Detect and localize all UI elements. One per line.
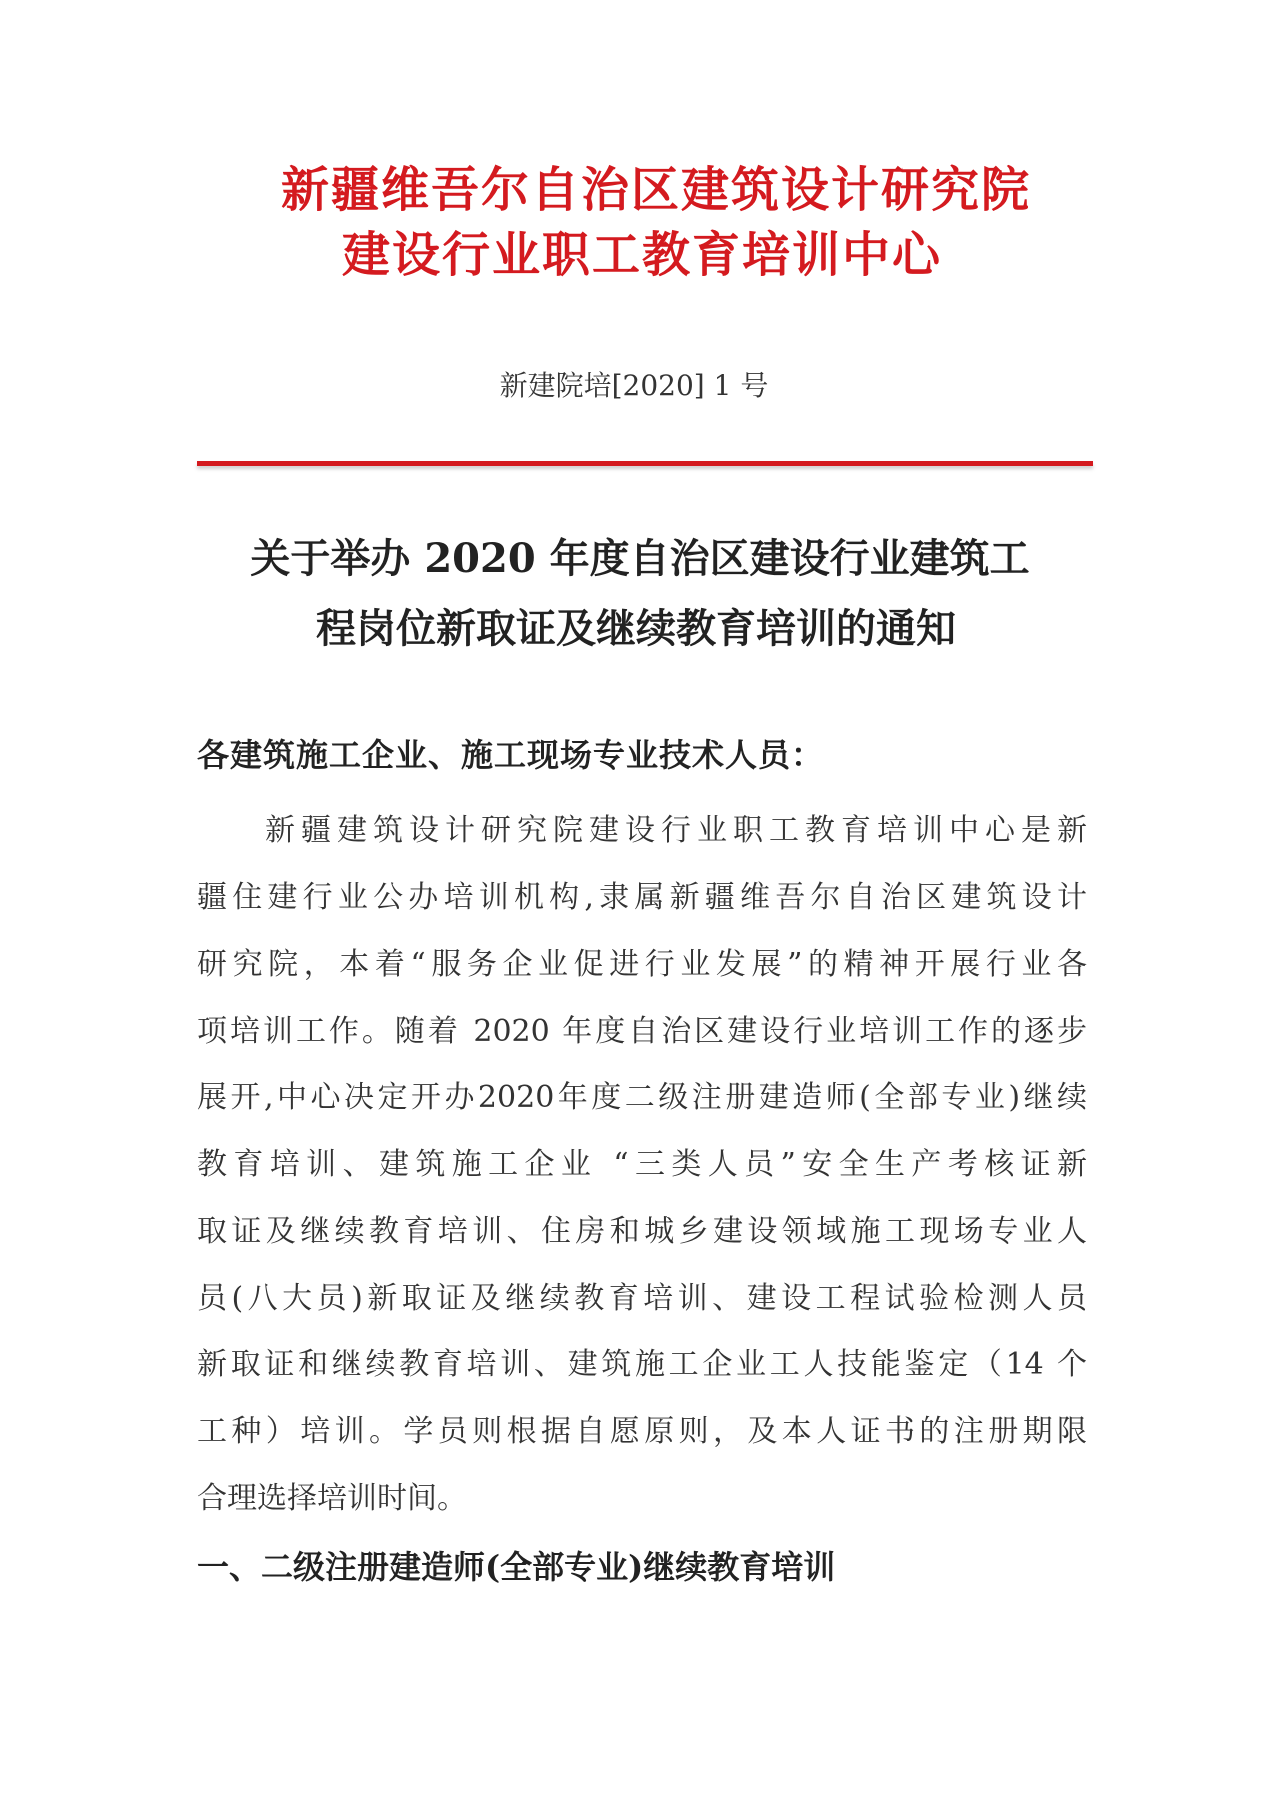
organization-name-line-2: 建设行业职工教育培训中心 <box>341 227 942 283</box>
paragraph-line: 合理选择培训时间。 <box>197 1481 467 1516</box>
paragraph-line: 展开,中心决定开办2020年度二级注册建造师(全部专业)继续 <box>197 1080 1087 1115</box>
salutation: 各建筑施工企业、施工现场专业技术人员： <box>197 736 825 774</box>
paragraph-line: 新疆建筑设计研究院建设行业职工教育培训中心是新 <box>265 813 1087 848</box>
paragraph-line: 疆住建行业公办培训机构,隶属新疆维吾尔自治区建筑设计 <box>197 880 1087 915</box>
paragraph-line: 项培训工作。随着 2020 年度自治区建设行业培训工作的逐步 <box>197 1014 1087 1049</box>
paragraph-line: 研究院，本着“服务企业促进行业发展”的精神开展行业各 <box>197 947 1087 982</box>
section-heading-1: 一、二级注册建造师(全部专业)继续教育培训 <box>197 1548 836 1586</box>
document-number: 新建院培[2020] 1 号 <box>499 369 769 402</box>
paragraph-line: 工种）培训。学员则根据自愿原则，及本人证书的注册期限 <box>197 1414 1087 1449</box>
paragraph-line: 取证及继续教育培训、住房和城乡建设领域施工现场专业人 <box>197 1214 1087 1249</box>
paragraph-line: 教育培训、建筑施工企业 “三类人员”安全生产考核证新 <box>197 1147 1087 1182</box>
organization-name-line-1: 新疆维吾尔自治区建筑设计研究院 <box>280 162 1031 218</box>
paragraph-line: 新取证和继续教育培训、建筑施工企业工人技能鉴定（14 个 <box>197 1347 1087 1382</box>
paragraph-line: 员(八大员)新取证及继续教育培训、建设工程试验检测人员 <box>197 1281 1087 1316</box>
notice-title-line-1: 关于举办 2020 年度自治区建设行业建筑工 <box>250 535 1030 582</box>
red-divider-line <box>197 461 1093 466</box>
notice-title-line-2: 程岗位新取证及继续教育培训的通知 <box>316 605 956 652</box>
